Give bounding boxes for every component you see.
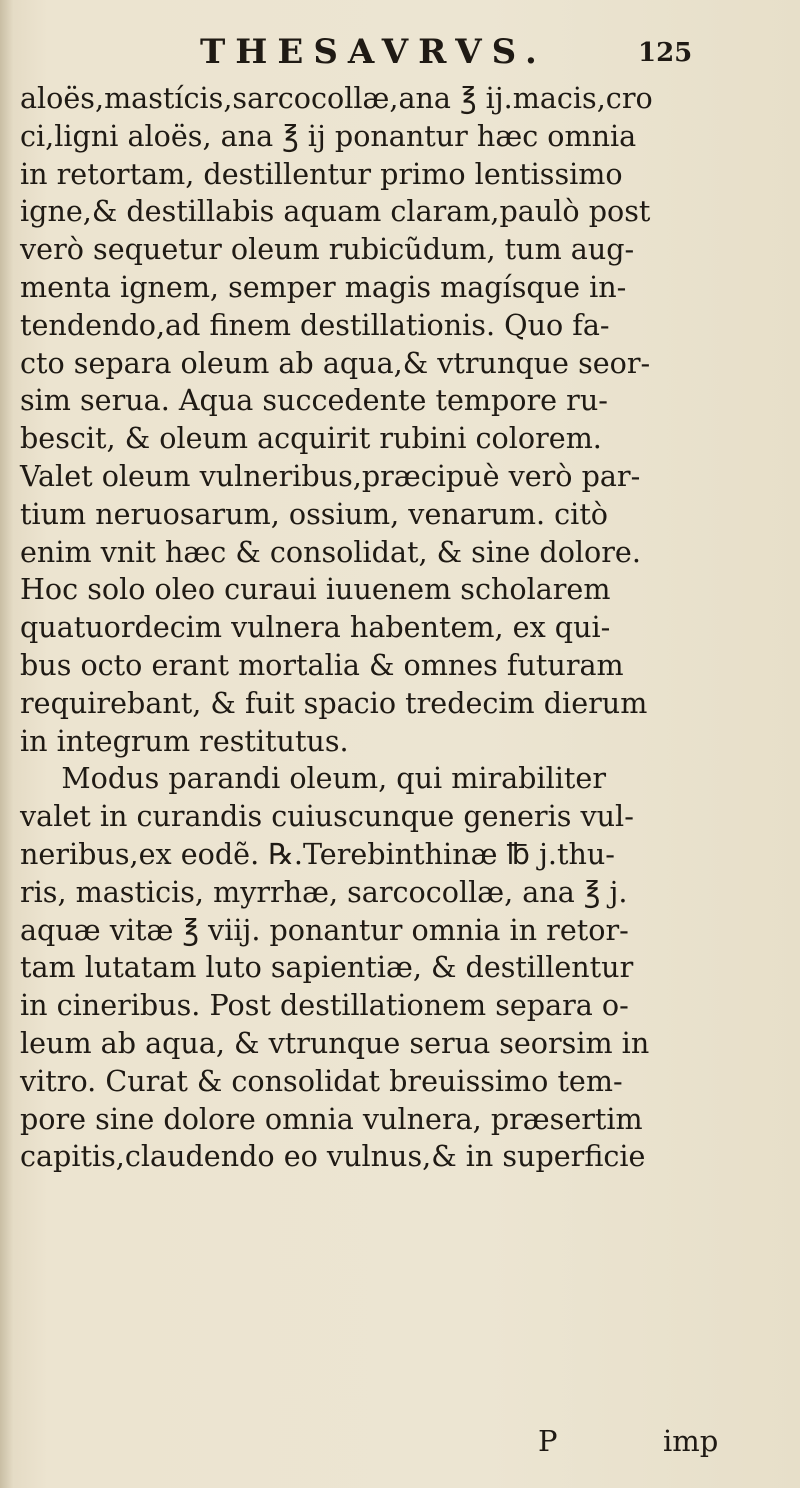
body-text xyxy=(20,80,720,1458)
text-line: in cineribus. Post destillationem separa o- xyxy=(20,988,629,1023)
text-line: vitro. Curat & consolidat breuissimo tem- xyxy=(20,1063,623,1098)
text-line: tium neruosarum, ossium, venarum. citò xyxy=(20,496,609,531)
text-line: quatuordecim vulnera habentem, ex qui- xyxy=(20,610,611,645)
text-line: ris, masticis, myrrhæ, sarcocollæ, ana ℥ j. xyxy=(20,874,628,909)
page-number: 125 xyxy=(638,38,693,68)
signature-mark: P xyxy=(538,1424,558,1458)
text-line: aquæ vitæ ℥ viij. ponantur omnia in retor- xyxy=(20,912,629,947)
text-line-paragraph-start: Modus parandi oleum, qui mirabiliter xyxy=(61,761,606,796)
text-line: in retortam, destillentur primo lentissimo xyxy=(20,156,623,191)
text-line: pore sine dolore omnia vulnera, præsertim xyxy=(20,1101,643,1136)
page-header xyxy=(200,32,700,82)
text-line: capitis,claudendo eo vulnus,& in superficie xyxy=(20,1139,646,1174)
text-line: ci,ligni aloës, ana ℥ ij ponantur hæc omnia xyxy=(20,118,637,153)
text-line: Valet oleum vulneribus,præcipuè verò par- xyxy=(20,458,641,493)
text-line: requirebant, & fuit spacio tredecim dierum xyxy=(20,685,648,720)
text-line: neribus,ex eodẽ. ℞.Terebinthinæ ℔ j.thu- xyxy=(20,836,615,871)
text-line: tam lutatam luto sapientiæ, & destillentur xyxy=(20,950,634,985)
running-title: THESAVRVS. xyxy=(200,32,547,72)
page-footer-line xyxy=(20,1424,720,1464)
text-line: menta ignem, semper magis magísque in- xyxy=(20,269,627,304)
text-line: cto separa oleum ab aqua,& vtrunque seor- xyxy=(20,345,651,380)
page-gutter-shadow xyxy=(0,0,14,1488)
text-line: enim vnit hæc & consolidat, & sine dolore. xyxy=(20,534,641,569)
text-line: leum ab aqua, & vtrunque serua seorsim in xyxy=(20,1025,650,1060)
text-line: Hoc solo oleo curaui iuuenem scholarem xyxy=(20,572,611,607)
text-line: igne,& destillabis aquam claram,paulò post xyxy=(20,194,651,229)
text-line: aloës,mastícis,sarcocollæ,ana ℥ ij.macis,cro xyxy=(20,81,653,115)
catchword: imp xyxy=(663,1424,719,1458)
text-line: verò sequetur oleum rubicũdum, tum aug- xyxy=(20,232,635,267)
text-line: valet in curandis cuiuscunque generis vul- xyxy=(20,799,634,834)
text-line: bescit, & oleum acquirit rubini colorem. xyxy=(20,421,602,456)
text-line: sim serua. Aqua succedente tempore ru- xyxy=(20,383,608,418)
text-line: bus octo erant mortalia & omnes futuram xyxy=(20,647,624,682)
text-line: tendendo,ad finem destillationis. Quo fa- xyxy=(20,307,610,342)
text-line: in integrum restitutus. xyxy=(20,723,349,758)
